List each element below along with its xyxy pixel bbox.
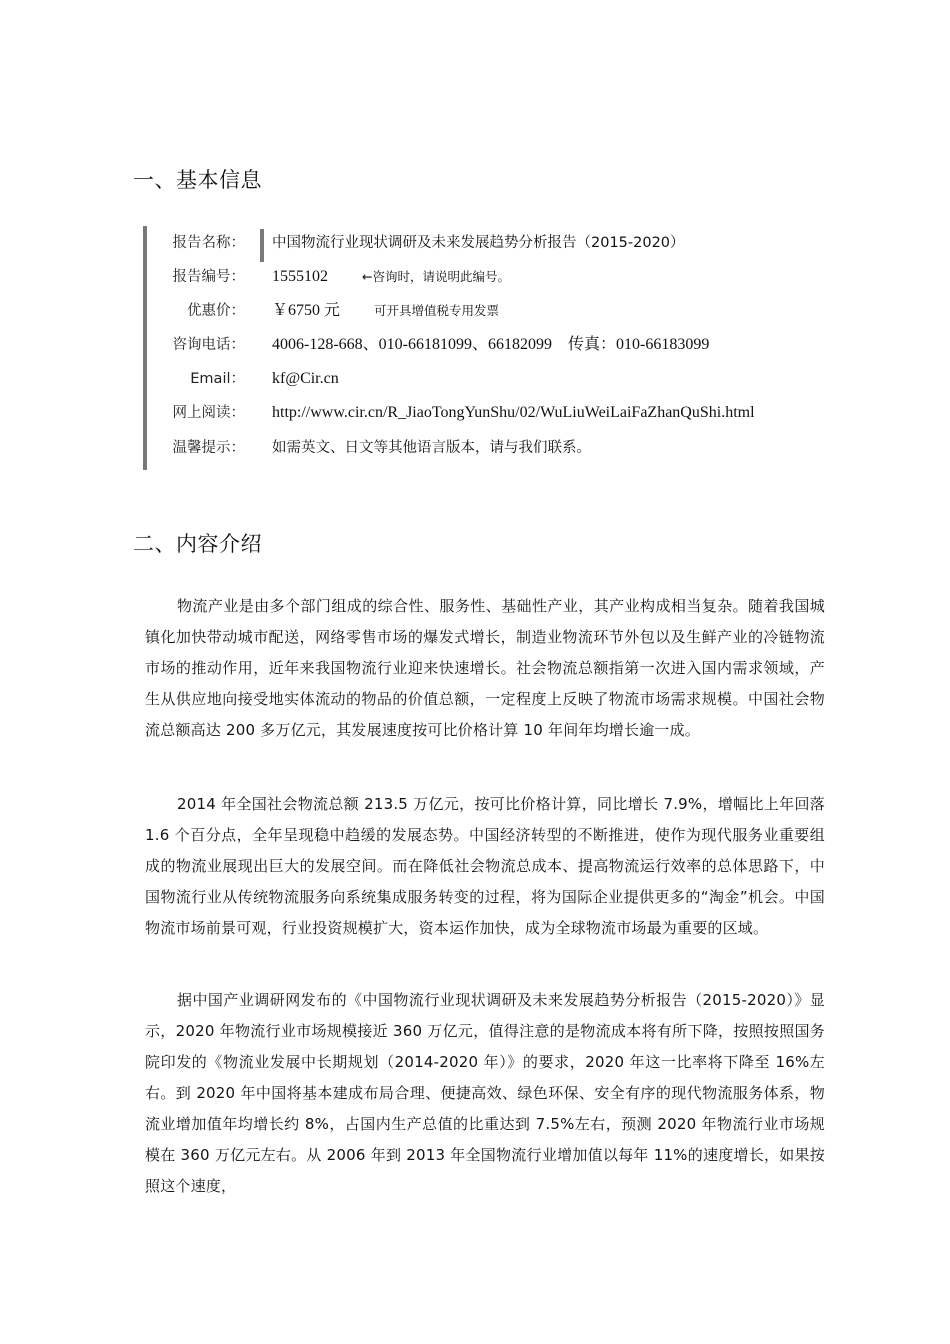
report-no-label: 报告编号： [172,269,245,285]
content-paragraph-1: 物流产业是由多个部门组成的综合性、服务性、基础性产业，其产业构成相当复杂。随着我国城镇化加快带动城市配送，网络零售市场的爆发式增长，制造业物流环节外包以及生鲜产业的冷链物流市场的推动作用，近年来我国物流行业迎来快速增长。社会物流总额指第一次进入国内需求领域，产生从供应地向接受地实体流动的物品的价值总额，一定程度上反映了物流市场需求规模。中国社会物流总额高达 200 多万亿元，其发展速度按可比价格计算 10 年间年均增长逾一成。 [145,597,825,739]
info-block [143,226,847,470]
info-row-email [147,364,847,394]
info-row-report-no [147,262,847,292]
content-paragraph-2: 2014 年全国社会物流总额 213.5 万亿元，按可比价格计算，同比增长 7.9%，增幅比上年回落 1.6 个百分点，全年呈现稳中趋缓的发展态势。中国经济转型的不断推进，使作为现代服务业重要组成的物流业展现出巨大的发展空间。而在降低社会物流总成本、提高物流运行效率的总体思路下，中国物流行业从传统物流服务向系统集成服务转变的过程，将为国际企业提供更多的“淘金”机会。中国物流市场前景可观，行业投资规模扩大，资本运作加快，成为全球物流市场最为重要的区域。 [145,795,825,937]
phone-value [272,330,709,360]
section-heading-content-intro: 二、内容介绍 [133,532,262,556]
report-no-number: 1555102 [272,268,328,285]
info-row-report-name [147,228,847,258]
price-label: 优惠价： [187,303,245,319]
fax-number: 传真：010-66183099 [568,336,710,353]
section-heading-basic-info: 一、基本信息 [133,168,262,192]
info-row-phone [147,330,847,360]
online-label: 网上阅读： [172,405,245,421]
email-label: Email： [190,371,245,387]
report-name-label: 报告名称： [172,235,245,251]
report-name-value: 中国物流行业现状调研及未来发展趋势分析报告（2015-2020） [272,235,685,251]
price-note: 可开具增值税专用发票 [374,303,500,318]
report-no-note: ←咨询时，请说明此编号。 [362,269,510,284]
info-row-price [147,296,847,326]
tip-label: 温馨提示： [172,440,245,456]
content-paragraph-3: 据中国产业调研网发布的《中国物流行业现状调研及未来发展趋势分析报告（2015-2020）》显示，2020 年物流行业市场规模接近 360 万亿元，值得注意的是物流成本将有所下降，按照按照国务院印发的《物流业发展中长期规划（2014-2020 年）》的要求，2020 年这一比率将下降至 16%左右。到 2020 年中国将基本建成布局合理、便捷高效、绿色环保、安全有序的现代物流服务体系，物流业增加值年均增长约 8%，占国内生产总值的比重达到 7.5%左右，预测 2020 年物流行业市场规模在 360 万亿元左右。从 2006 年到 2013 年全国物流行业增加值以每年 11%的速度增长，如果按照这个速度， [145,991,825,1195]
tip-value: 如需英文、日文等其他语言版本，请与我们联系。 [272,440,591,456]
price-amount: ￥6750 元 [272,302,341,319]
phone-label: 咨询电话： [172,337,245,353]
report-no-value [272,262,510,292]
phone-numbers: 4006-128-668、010-66181099、66182099 [272,336,552,353]
online-url-link[interactable]: http://www.cir.cn/R_JiaoTongYunShu/02/WuLiuWeiLaiFaZhanQuShi.html [272,404,755,421]
email-link[interactable]: kf@Cir.cn [272,370,339,387]
price-value [272,296,499,326]
info-row-online [147,398,847,428]
info-row-tip [147,433,847,463]
